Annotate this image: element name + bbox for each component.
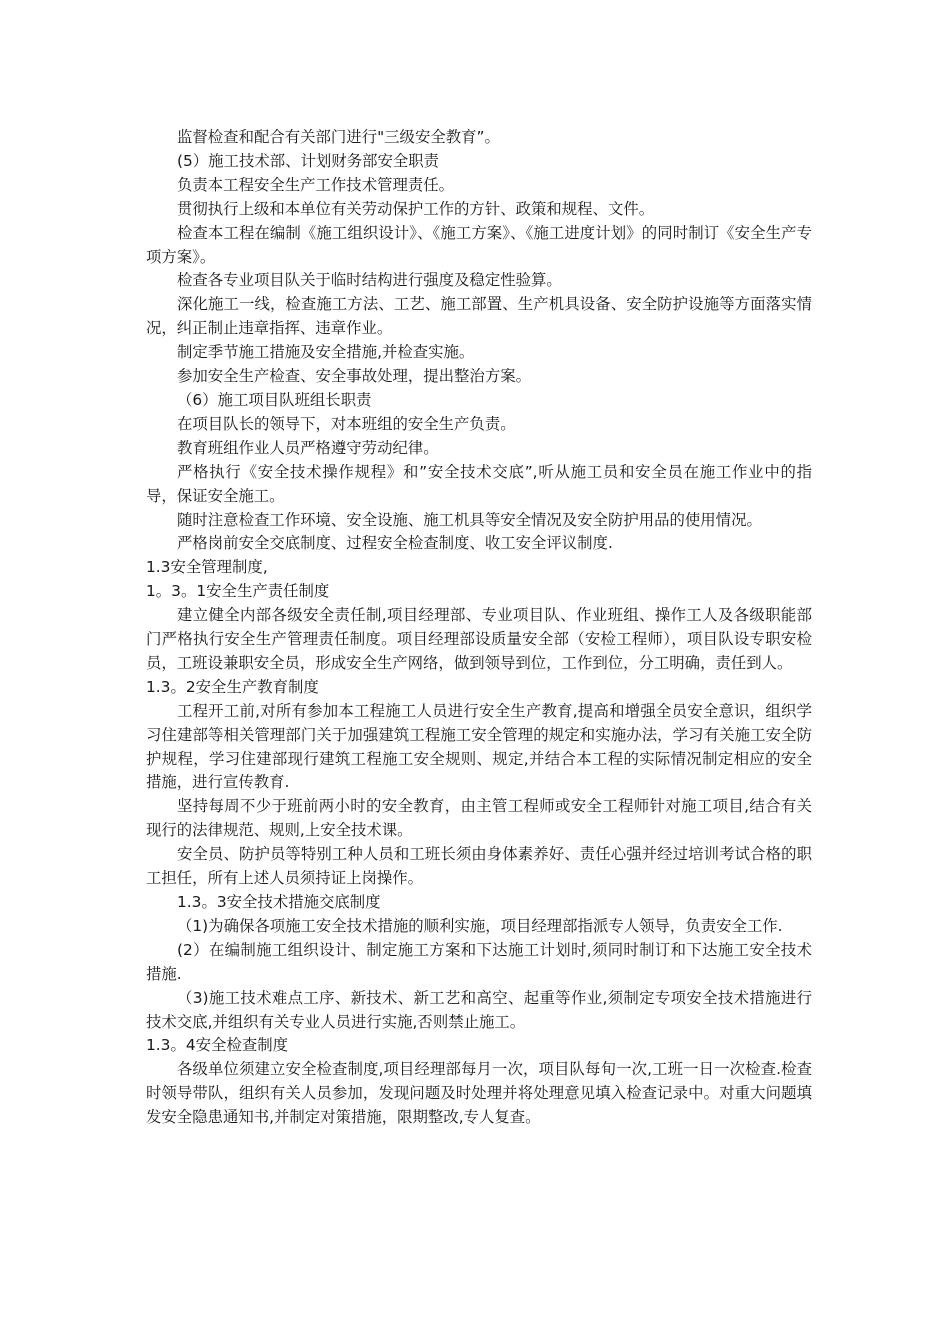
body-paragraph: 在项目队长的领导下，对本班组的安全生产负责。 [177,414,516,433]
body-paragraph: 检查各专业项目队关于临时结构进行强度及稳定性验算。 [177,271,562,290]
body-paragraph: 监督检查和配合有关部门进行"三级安全教育”。 [177,128,500,146]
body-paragraph: 制定季节施工措施及安全措施,并检查实施。 [177,343,475,362]
body-paragraph: 1.3。3安全技术措施交底制度 [177,893,381,911]
section-heading: 1。3。1安全生产责任制度 [146,582,330,601]
body-paragraph: 贯彻执行上级和本单位有关劳动保护工作的方针、政策和规程、文件。 [177,199,655,218]
body-paragraph: (2）在编制施工组织设计、制定施工方案和下达施工计划时,须同时制订和下达施工安全技术措施. [146,940,812,983]
body-paragraph: 检查本工程在编制《施工组织设计》、《施工方案》、《施工进度计划》的同时制订《安全生产专项方案》。 [146,223,812,266]
body-paragraph: 坚持每周不少于班前两小时的安全教育，由主管工程师或安全工程师针对施工项目,结合有关现行的法律规范、规则,上安全技术课。 [146,797,812,840]
body-paragraph: 参加安全生产检查、安全事故处理，提出整治方案。 [177,367,531,386]
body-paragraph: （6）施工项目队班组长职责 [177,390,372,409]
section-heading: 1.3。2安全生产教育制度 [146,677,319,696]
body-paragraph: 教育班组作业人员严格遵守劳动纪律。 [177,438,439,457]
body-paragraph: （3)施工技术难点工序、新技术、新工艺和高空、起重等作业,须制定专项安全技术措施进行技术交底,并组织有关专业人员进行实施,否则禁止施工。 [146,988,812,1031]
body-paragraph: 随时注意检查工作环境、安全设施、施工机具等安全情况及安全防护用品的使用情况。 [177,510,762,529]
body-paragraph: 安全员、防护员等特别工种人员和工班长须由身体素养好、责任心强并经过培训考试合格的职工担任，所有上述人员须持证上岗操作。 [146,845,812,888]
document-body [146,126,812,1130]
section-heading: 1.3。4安全检查制度 [146,1036,289,1055]
body-paragraph: 各级单位须建立安全检查制度,项目经理部每月一次，项目队每旬一次,工班一日一次检查.检查时领导带队，组织有关人员参加，发现问题及时处理并将处理意见填入检查记录中。对重大问题填发安全隐患通知书,并制定对策措施，限期整改,专人复查。 [146,1060,812,1127]
body-paragraph: 严格执行《安全技术操作规程》和”安全技术交底”,听从施工员和安全员在施工作业中的指导，保证安全施工。 [146,462,812,505]
body-paragraph: （1)为确保各项施工安全技术措施的顺利实施，项目经理部指派专人领导，负责安全工作. [177,916,783,935]
body-paragraph: 负责本工程安全生产工作技术管理责任。 [177,175,455,194]
body-paragraph: 建立健全内部各级安全责任制,项目经理部、专业项目队、作业班组、操作工人及各级职能部门严格执行安全生产管理责任制度。项目经理部设质量安全部（安检工程师），项目队设专职安检员，工班设兼职安全员，形成安全生产网络，做到领导到位，工作到位，分工明确，责任到人。 [146,606,812,672]
body-paragraph: (5）施工技术部、计划财务部安全职责 [177,151,440,170]
body-paragraph: 严格岗前安全交底制度、过程安全检查制度、收工安全评议制度. [177,534,613,553]
body-paragraph: 深化施工一线，检查施工方法、工艺、施工部置、生产机具设备、安全防护设施等方面落实情况，纠正制止违章指挥、违章作业。 [146,295,812,338]
body-paragraph: 工程开工前,对所有参加本工程施工人员进行安全生产教育,提高和增强全员安全意识，组织学习住建部等相关管理部门关于加强建筑工程施工安全管理的规定和实施办法，学习有关施工安全防护规程，学习住建部现行建筑工程施工安全规则、规定,并结合本工程的实际情况制定相应的安全措施，进行宣传教育. [146,701,812,792]
section-heading: 1.3安全管理制度, [146,558,268,577]
